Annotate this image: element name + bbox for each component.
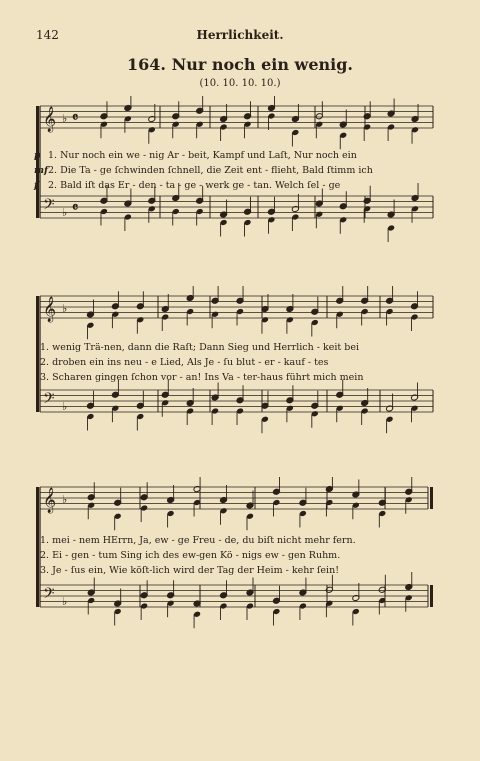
bass-clef-icon: 𝄢	[43, 390, 55, 411]
dynamic-mark: p	[34, 150, 41, 161]
dynamic-mark: mf	[34, 165, 49, 176]
final-barline	[430, 585, 433, 607]
lyric-text: 1. Nur noch ein we - nig Ar - beit, Kampf und Laſt, Nur noch ein	[48, 150, 357, 161]
treble-clef-icon: 𝄞	[43, 488, 57, 513]
time-signature: 𝄴	[72, 200, 79, 216]
lyric-line	[0, 150, 480, 164]
lyric-line	[0, 180, 480, 194]
dynamic-mark: f	[34, 180, 39, 191]
lyric-line	[0, 550, 480, 564]
lyric-line	[0, 357, 480, 371]
lyric-text: 3. Je - ſus ein, Wie köſt-lich wird der Tag der Heim - kehr ſein!	[40, 565, 340, 576]
lyric-line	[0, 165, 480, 179]
time-signature: 𝄴	[72, 110, 79, 126]
lyric-text: 2. Ei - gen - tum Sing ich des ew-gen Kö - nigs ew - gen Ruhm.	[40, 550, 341, 561]
lyric-line	[0, 372, 480, 386]
flat-sign-icon: ♭	[62, 206, 68, 219]
hymn-title: 164. Nur noch ein wenig.	[127, 55, 353, 74]
lyric-line	[0, 565, 480, 579]
bass-clef-icon: 𝄢	[43, 585, 55, 606]
lyric-text: 2. Die Ta - ge ſchwinden ſchnell, die Zeit ent - flieht, Bald ſtimm ich	[48, 165, 373, 176]
flat-sign-icon: ♭	[62, 112, 68, 125]
bass-clef-icon: 𝄢	[43, 196, 55, 217]
flat-sign-icon: ♭	[62, 400, 68, 413]
lyric-line	[0, 535, 480, 549]
running-head: Herrlichkeit.	[196, 28, 284, 42]
flat-sign-icon: ♭	[62, 595, 68, 608]
page-number: 142	[36, 28, 59, 42]
lyric-text: 2. Bald iſt das Er - den - ta - ge - werk ge - tan. Welch ſel - ge	[48, 180, 341, 191]
lyric-text: 1. wenig Trä-nen, dann die Raſt; Dann Sieg und Herrlich - keit bei	[40, 342, 359, 353]
treble-clef-icon: 𝄞	[43, 107, 57, 132]
page-header	[36, 28, 444, 44]
final-barline	[430, 487, 433, 509]
treble-clef-icon: 𝄞	[43, 297, 57, 322]
lyric-text: 3. Scharen gingen ſchon vor - an! Ins Va - ter-haus führt mich mein	[40, 372, 364, 383]
lyric-line	[0, 342, 480, 356]
hymn-meter: (10. 10. 10. 10.)	[199, 78, 281, 89]
flat-sign-icon: ♭	[62, 493, 68, 506]
flat-sign-icon: ♭	[62, 302, 68, 315]
lyric-text: 2. droben ein ins neu - e Lied, Als Je - ſu blut - er - kauf - tes	[40, 357, 329, 368]
lyric-text: 1. mei - nem HErrn, Ja, ew - ge Freu - de, du biſt nicht mehr fern.	[40, 535, 356, 546]
